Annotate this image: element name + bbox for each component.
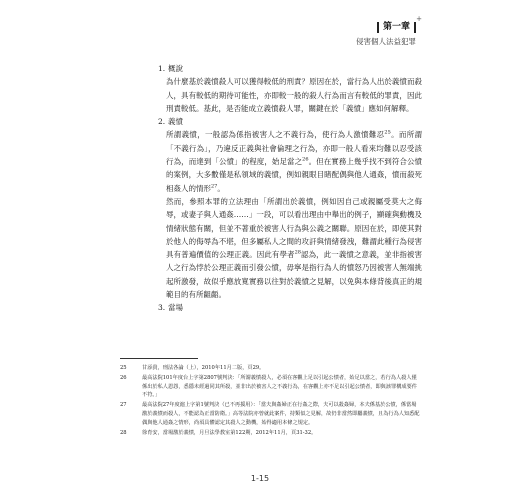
footnote-divider	[120, 358, 198, 359]
footnote-ref: 26	[302, 156, 309, 163]
paragraph	[152, 195, 422, 301]
section-title	[152, 115, 422, 128]
footnote-number: 25	[120, 365, 127, 371]
footnote-ref: 25	[384, 129, 391, 136]
section-title	[152, 301, 422, 314]
text-run: 。	[217, 183, 225, 193]
running-title: 侵害個人法益犯罪	[356, 37, 416, 46]
footnote-ref: 28	[294, 249, 301, 256]
footnotes	[120, 364, 420, 439]
footnote-number: 28	[120, 429, 127, 436]
footnote	[120, 401, 420, 427]
section-overview	[152, 62, 422, 115]
text-run: 。而所謂「不義行為」，乃違反正義與社會倫理之行為，亦即一般人看來均難以忍受該行為，而達到「公憤」的程度，始足當之	[166, 130, 422, 167]
paragraph	[152, 128, 422, 194]
text-run: 然而，參照本罪的立法理由「所謂出於義憤，例如因自己或親屬受莫大之侮辱，或妻子與人通姦……」一段，可以看出理由中舉出的例子，顯確與動機及情緒狀態有關，但並不著重於被害人行為與公義之關聯。原因在於，即使其對於他人的侮辱為不堪，但多屬私人之間的攻訐與情緒發洩，難謂此種行為侵害具有普遍價值的公理正義。因此有學者	[166, 196, 422, 260]
footnote-text: 最高法院101年度台上字第2807號判決：「所謂義憤殺人，必須在客觀上足以引起公憤者，始足以當之，若行為人殺人僅係出於私人恩怨，悉隱未經過同其所殺，並非出於被害人之不義行為，在客觀上亦不足以引起公憤者，即與該罪構成要件不符。」	[142, 375, 417, 399]
footnote-text: 徐育安，當場激於義憤，月旦法學教室第122期，2012年11月，頁31-32。	[142, 429, 317, 436]
section-number: 2.	[158, 117, 166, 127]
body-text	[152, 62, 422, 315]
page-number: 1-15	[250, 474, 270, 483]
section-on-the-spot	[152, 301, 422, 314]
section-number: 1.	[158, 64, 166, 73]
text-run: 所謂義憤，一般認為係指被害人之不義行為，使行為人激憤難忍	[166, 130, 385, 140]
chapter-label: 第一章	[377, 22, 416, 33]
footnote-text: 最高法院27年度滬上字第1號判決（已不再援用）：「當夫與姦婦正在行姦之際，夫可以殺姦婦，本夫係基於公憤，係當場激於義憤而殺人，不能認為正當防衛。」高等法院亦曾就此案件，持類似之見解，故仍非當然即屬義憤，且為行為人知悉配偶與他人通姦之情形，尚須具體認定其殺人之動機，始得適用本條之規定。	[142, 402, 420, 426]
footnote	[120, 364, 420, 373]
footnote	[120, 429, 420, 438]
section-number: 3.	[158, 303, 166, 313]
section-heading: 概說	[168, 64, 183, 73]
section-title	[152, 62, 422, 75]
paragraph: 為什麼基於義憤殺人可以獲得較低的刑責？原因在於，當行為人出於義憤而殺人，具有較低的期待可能性，亦即較一般的殺人行為而言有較低的罪責，因此刑責較低。基此，是否能成立義憤殺人罪，關鍵在於「義憤」應如何解釋。	[166, 77, 422, 113]
footnote	[120, 374, 420, 400]
section-heading: 義憤	[168, 117, 183, 127]
running-header	[296, 14, 416, 47]
corner-mark: +	[416, 15, 422, 23]
text-run: 認為，此一義憤之意義，並非指被害人之行為悖於公理正義而引發公憤，毋寧是指行為人的憤怒乃因被害人無端挑起所激發，故似乎應放寬實務以往對於義憤之見解，以免與本條背後真正的規範目的有所齟齬。	[166, 250, 422, 300]
footnote-ref: 27	[211, 183, 218, 190]
section-heading: 當場	[168, 303, 183, 313]
footnote-number: 27	[120, 402, 127, 409]
footnote-number: 26	[120, 375, 127, 382]
section-indignation	[152, 115, 422, 301]
footnote-text: 甘添貴，刑法各論（上），2010年11月二版，頁29。	[142, 365, 265, 371]
text-run: 。但在實務上幾乎找不到符合公憤的案例，大多數僅是私領域的義憤，例如親眼目睹配偶與他人通姦，憤而殺死相姦人的情形	[166, 157, 423, 193]
